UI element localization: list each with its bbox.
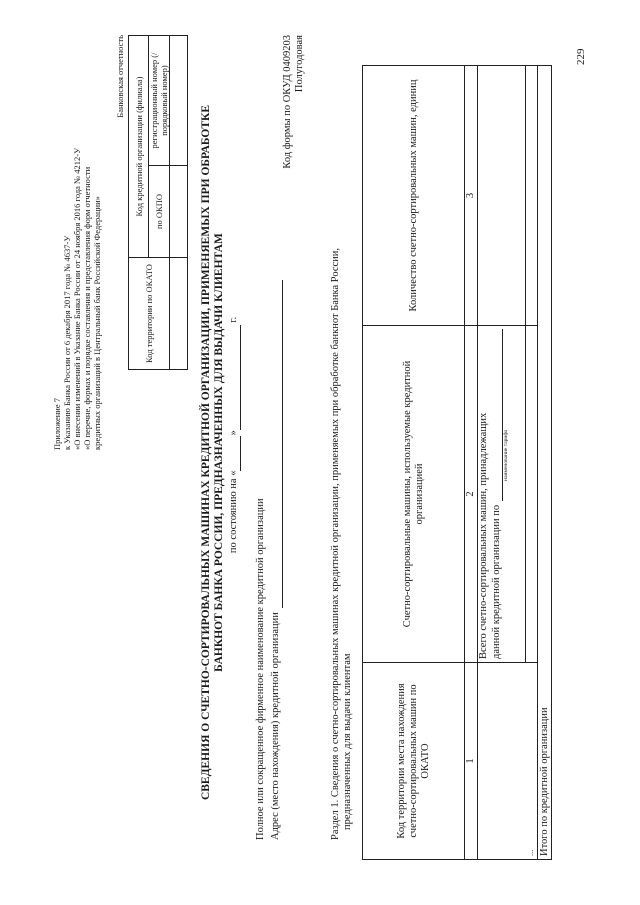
date-prefix: по состоянию на « bbox=[228, 470, 239, 554]
reg-num-value-cell bbox=[170, 36, 188, 166]
total-machines-text: данной кредитной организации по bbox=[491, 504, 502, 659]
title-line-1: СВЕДЕНИЯ О СЧЕТНО-СОРТИРОВАЛЬНЫХ МАШИНАХ КРЕДИТНОЙ ОРГАНИЗАЦИИ, ПРИМЕНЯЕМЫХ ПРИ ОБРАБОТКЕ bbox=[200, 104, 212, 801]
section-1-title bbox=[330, 40, 354, 840]
okato-header: Код территории по ОКАТО bbox=[129, 258, 170, 370]
col2-header: Счетно-сортировальные машины, используемые кредитной организацией bbox=[363, 326, 465, 663]
machine-row-value bbox=[526, 66, 538, 326]
okud-code: Код формы по ОКУД 0409203 bbox=[282, 35, 293, 169]
page-number: 229 bbox=[575, 48, 587, 65]
okpo-value-cell bbox=[170, 166, 188, 258]
grand-total-row bbox=[538, 66, 552, 860]
month-year-blank bbox=[228, 325, 241, 430]
total-machines-line-1: Всего счетно-сортировальных машин, принадлежащих bbox=[478, 412, 489, 659]
org-name-field bbox=[255, 350, 267, 840]
total-machines-line-2 bbox=[490, 329, 509, 659]
reporting-caption: Банковская отчетность bbox=[115, 35, 125, 118]
total-machines-row-label bbox=[478, 326, 526, 663]
appendix-line: «О внесении изменений в Указание Банка России от 24 ноября 2016 года № 4212-У bbox=[72, 147, 82, 450]
appendix-line: Приложение 7 bbox=[52, 398, 62, 450]
appendix-line: «О перечне, формах и порядке составления и представления форм отчетности bbox=[82, 166, 92, 450]
okato-data-cell bbox=[478, 663, 538, 860]
appendix-line: кредитных организаций в Центральный банк Российской Федерации» bbox=[92, 196, 102, 450]
okato-value-cell bbox=[170, 258, 188, 370]
document-title bbox=[200, 50, 226, 855]
col3-header: Количество счетно-сортировальных машин, единиц bbox=[363, 66, 465, 326]
col1-number: 1 bbox=[465, 663, 478, 860]
section-1-title-line-1: Раздел 1. Сведения о счетно-сортировальных машинах кредитной организации, применяемых при обработке банкнот Банка России, bbox=[330, 247, 341, 840]
machine-row-label bbox=[526, 326, 538, 663]
period: Полугодовая bbox=[294, 35, 305, 93]
col2-number: 2 bbox=[465, 326, 478, 663]
date-suffix: г. bbox=[228, 316, 239, 323]
ellipsis: ... bbox=[525, 849, 535, 856]
title-line-2: БАНКНОТ БАНКА РОССИИ, ПРЕДНАЗНАЧЕННЫХ ДЛЯ ВЫДАЧИ КЛИЕНТАМ bbox=[213, 233, 225, 672]
org-code-header: Код кредитной организации (филиала) bbox=[129, 36, 149, 258]
section-1-table bbox=[362, 65, 552, 860]
tariff-hint: наименование тарифа bbox=[503, 429, 509, 481]
appendix-line: к Указанию Банка России от 6 декабря 2017 года № 4637-У bbox=[62, 235, 72, 450]
section-1-title-line-2: предназначенных для выдачи клиентам bbox=[342, 653, 353, 830]
tariff-blank bbox=[490, 329, 509, 501]
date-mid: » bbox=[228, 430, 239, 436]
org-address-blank bbox=[270, 280, 283, 608]
org-name-label: Полное или сокращенное фирменное наименование кредитной организации bbox=[255, 498, 266, 840]
form-code-block bbox=[282, 35, 306, 290]
grand-total-label: Итого по кредитной организации bbox=[538, 707, 550, 856]
day-blank bbox=[228, 436, 241, 471]
col1-header: Код территории места нахождения счетно-сортировальных машин по ОКАТО bbox=[363, 663, 465, 860]
appendix-block bbox=[52, 30, 102, 450]
total-machines-value bbox=[478, 66, 526, 326]
col3-number: 3 bbox=[465, 66, 478, 326]
org-address-label: Адрес (место нахождения) кредитной организации bbox=[270, 612, 281, 840]
okpo-header: по ОКПО bbox=[149, 166, 170, 258]
org-address-field bbox=[270, 280, 283, 840]
date-line bbox=[228, 200, 241, 670]
codes-table bbox=[128, 35, 188, 370]
reg-num-header: регистрационный номер (/порядковый номер) bbox=[149, 36, 170, 166]
